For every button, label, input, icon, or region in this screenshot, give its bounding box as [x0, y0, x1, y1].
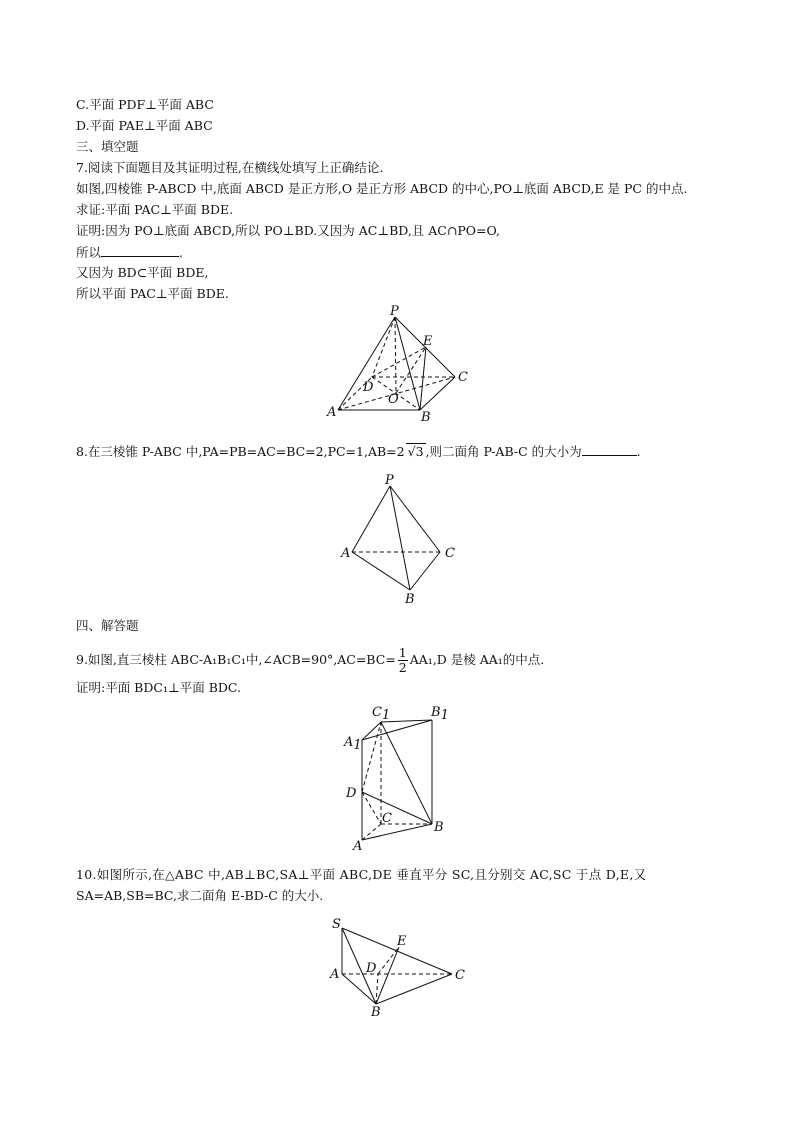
option-d: D.平面 PAE⊥平面 ABC: [76, 118, 213, 133]
q8-answer-blank[interactable]: [582, 443, 637, 456]
q7-proof-line2: [76, 244, 183, 261]
q10-figure: [326, 914, 476, 1019]
label-D: D: [346, 786, 357, 801]
label-B: B: [434, 820, 444, 835]
edge-DB: [362, 792, 432, 824]
edge-DE: [378, 947, 399, 974]
q7-title: 7.阅读下面题目及其证明过程,在横线处填写上正确结论.: [76, 160, 384, 175]
q8-stem-post: ,则二面角 P-AB-C 的大小为: [425, 444, 582, 459]
edge-C1B: [381, 722, 432, 824]
label-D: D: [366, 961, 377, 976]
section-heading-solve: 四、解答题: [76, 618, 139, 633]
label-C: C: [445, 546, 455, 561]
height-PO: [395, 317, 396, 393]
option-c: C.平面 PDF⊥平面 ABC: [76, 97, 214, 112]
q7-proof-line3: 又因为 BD⊂平面 BDE,: [76, 265, 209, 280]
q8-stem-end: .: [636, 444, 641, 459]
q7-answer-blank[interactable]: [101, 244, 179, 257]
q9-stem-pre: 9.如图,直三棱柱 ABC-A₁B₁C₁中,∠ACB=90°,AC=BC=: [76, 652, 396, 667]
label-D: D: [363, 380, 374, 395]
label-A: A: [353, 839, 363, 854]
q8-stem: [76, 443, 641, 460]
edge-AB: [352, 552, 410, 590]
edge-PB: [395, 317, 420, 410]
fraction-one-half: [398, 646, 408, 675]
label-S: S: [332, 917, 341, 932]
q7-pyramid-figure: [320, 305, 480, 425]
q8-stem-pre: 8.在三棱锥 P-ABC 中,PA=PB=AC=BC=2,PC=1,AB=2: [76, 444, 405, 459]
label-C: C: [455, 968, 465, 983]
edge-AB: [362, 824, 432, 840]
q7-stem: 如图,四棱锥 P-ABCD 中,底面 ABCD 是正方形,O 是正方形 ABCD 的中心,PO⊥底面 ABCD,E 是 PC 的中点.: [76, 181, 688, 196]
edge-PB: [390, 486, 410, 590]
label-B: B: [405, 592, 415, 607]
edge-BC: [376, 974, 452, 1004]
edge-DE: [372, 347, 426, 377]
label-P: P: [390, 304, 399, 319]
label-C: C: [382, 811, 392, 826]
q9-stem: [76, 645, 544, 675]
fraction-numerator: 1: [398, 645, 407, 660]
edge-BE: [420, 347, 426, 410]
edge-DC1: [362, 722, 381, 792]
edge-BE: [376, 947, 399, 1004]
label-B: B: [371, 1005, 381, 1020]
label-C1: C1: [372, 705, 391, 723]
label-A: A: [341, 546, 351, 561]
q7-proof-line4: 所以平面 PAC⊥平面 BDE.: [76, 286, 229, 301]
label-E: E: [423, 334, 433, 349]
edge-AB: [342, 974, 376, 1004]
label-O: O: [388, 392, 399, 407]
sqrt3: √3: [407, 444, 424, 459]
q7-proof2-tail: .: [179, 245, 183, 260]
q7-proof2-lead: 所以: [76, 245, 102, 260]
label-E: E: [397, 934, 407, 949]
q7-proof-line1: 证明:因为 PO⊥底面 ABCD,所以 PO⊥BD.又因为 AC⊥BD,且 AC∩PO=O,: [76, 223, 500, 238]
q7-prove: 求证:平面 PAC⊥平面 BDE.: [76, 202, 234, 217]
edge-PC: [390, 486, 440, 552]
edge-BC: [420, 377, 455, 410]
sqrt3-value: 3: [415, 444, 424, 459]
label-B1: B1: [431, 705, 449, 723]
q10-stem-line2: SA=AB,SB=BC,求二面角 E-BD-C 的大小.: [76, 888, 324, 903]
q9-prove: 证明:平面 BDC₁⊥平面 BDC.: [76, 680, 241, 695]
label-A: A: [327, 405, 337, 420]
edge-BC: [410, 552, 440, 590]
edge-PA: [352, 486, 390, 552]
label-B: B: [421, 410, 431, 425]
fraction-denominator: 2: [398, 660, 407, 675]
edge-PD: [372, 317, 395, 377]
q9-stem-post: AA₁,D 是棱 AA₁的中点.: [409, 652, 545, 667]
section-heading-fill-blank: 三、填空题: [76, 139, 139, 154]
label-A1: A1: [344, 735, 362, 753]
q8-tetrahedron-figure: [330, 472, 470, 612]
q9-prism-figure: [338, 700, 458, 854]
label-P: P: [385, 473, 394, 488]
label-C: C: [458, 370, 468, 385]
label-A: A: [330, 967, 340, 982]
q10-stem-line1: 10.如图所示,在△ABC 中,AB⊥BC,SA⊥平面 ABC,DE 垂直平分 SC,且分别交 AC,SC 于点 D,E,又: [76, 867, 647, 882]
